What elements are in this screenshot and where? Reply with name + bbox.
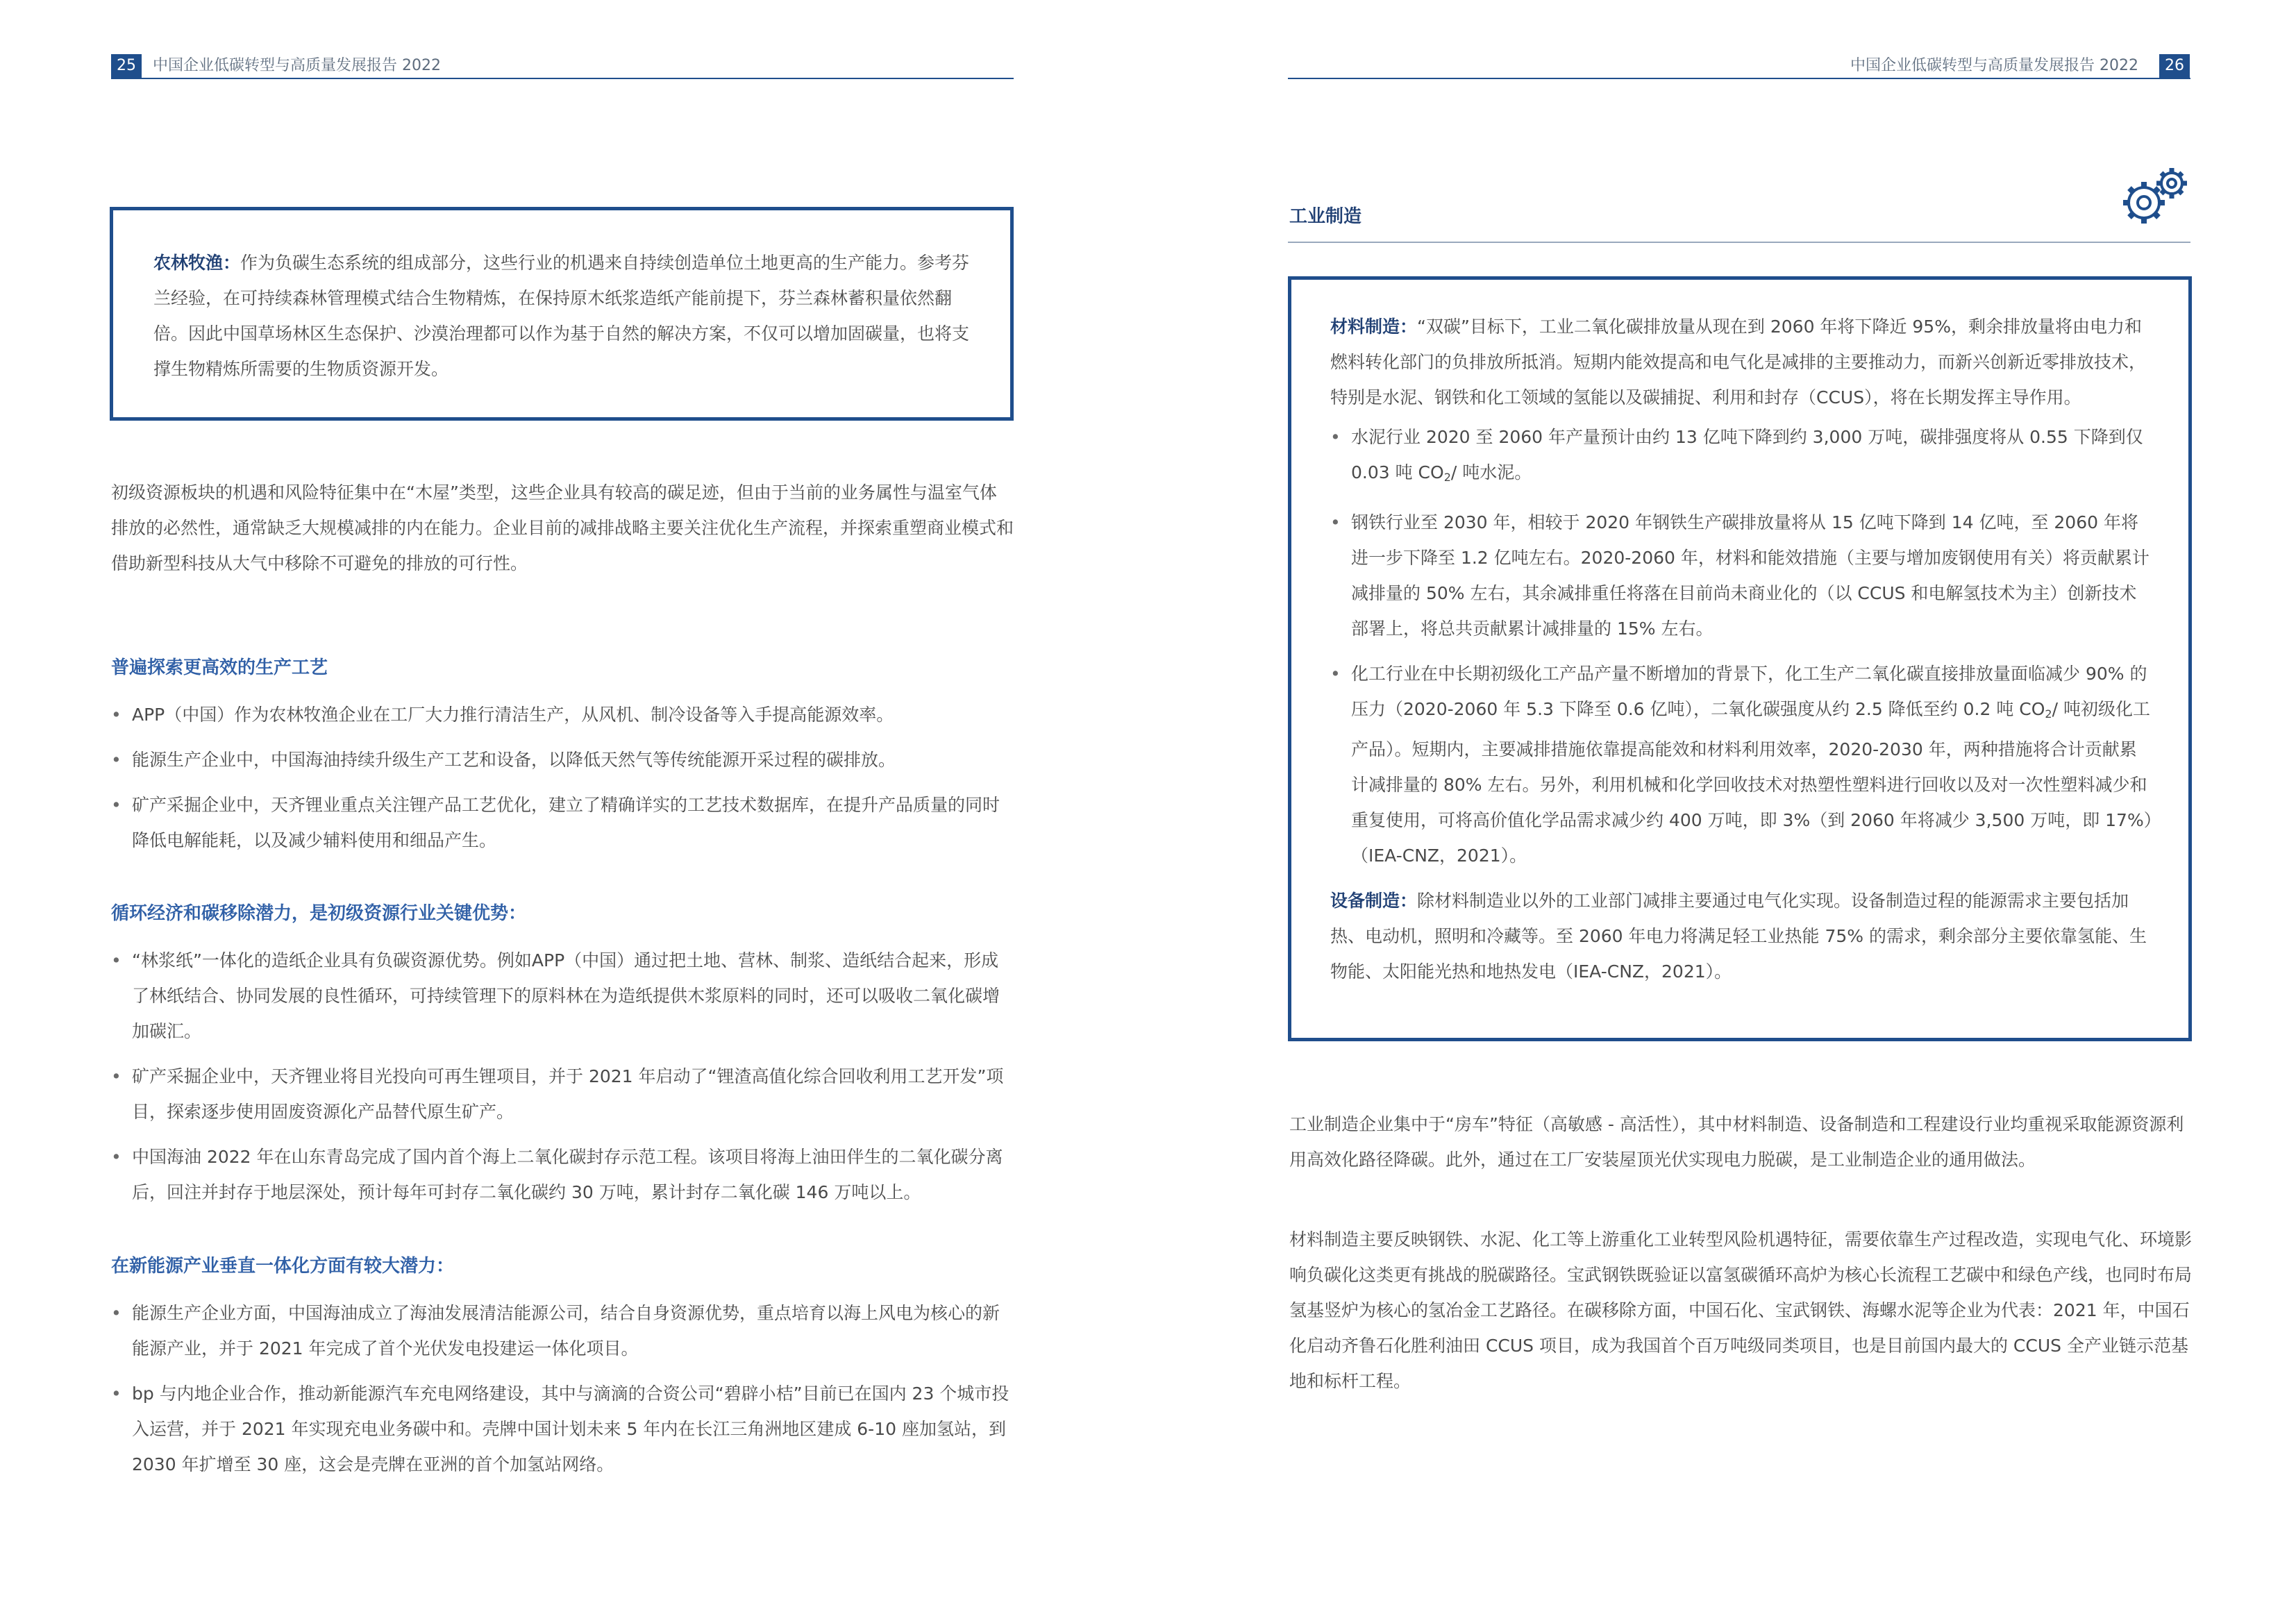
list-item: • 矿产采掘企业中，天齐锂业将目光投向可再生锂项目，并于 2021 年启动了“锂渣高值化综合回收利用工艺开发”项目，探索逐步使用固废资源化产品替代原生矿产。 [111,1059,1014,1129]
right-title-underline [1288,242,2190,243]
left-intro-paragraph: 初级资源板块的机遇和风险特征集中在“木屋”类型，这些企业具有较高的碳足迹，但由于当前的业务属性与温室气体排放的必然性，通常缺乏大规模减排的内在能力。企业目前的减排战略主要关注优化生产流程，并探索重塑商业模式和借助新型科技从大气中移除不可避免的排放的可行性。 [111,482,1014,573]
list-item: • bp 与内地企业合作，推动新能源汽车充电网络建设，其中与滴滴的合资公司“碧辟小桔”目前已在国内 23 个城市投入运营，并于 2021 年实现充电业务碳中和。壳牌中国计划未来 5 年内在长江三角洲地区建成 6-10 座加氢站，到 2030 年扩增至 30 座，这会是壳牌在亚洲的首个加氢站网络。 [111,1376,1014,1482]
list-item: • 水泥行业 2020 至 2060 年产量预计由约 13 亿吨下降到约 3,000 万吨，碳排强度将从 0.55 下降到仅 0.03 吨 $CO_2/$ 吨水泥。 [1330,419,2154,495]
agriculture-label: 农林牧渔： [153,253,241,273]
materials-list [1330,419,2154,873]
left-section-2-list [111,943,1014,1220]
list-item: • 化工行业在中长期初级化工产品产量不断增加的背景下，化工生产二氧化碳直接排放量面临减少 90% 的压力（2020-2060 年 5.3 下降至 0.6 亿吨），二氧化碳强度从约 2.5 降低至约 0.2 吨 $CO_2/$ 吨初级化工产品）。短期内，主要减排措施依靠提高能效和材料利用效率，2020-2030 年，两种措施将合计贡献累计减排量的 80% 左右。另外，利用机械和化学回收技术对热塑性塑料进行回收以及对一次性塑料减少和重复使用，可将高价值化学品需求减少约 400 万吨，即 3%（到 2060 年将减少 3,500 万吨，即 17%）（IEA-CNZ，2021）。 [1330,656,2154,873]
manufacturing-box [1288,276,2192,1041]
list-item: • APP（中国）作为农林牧渔企业在工厂大力推行清洁生产，从风机、制冷设备等入手提高能源效率。 [111,697,1014,732]
manufacturing-box-content [1330,309,2154,989]
agriculture-box-text [153,245,973,387]
left-page-number: 25 [111,54,142,78]
left-header-divider [111,78,1014,79]
left-section-heading-2: 循环经济和碳移除潜力，是初级资源行业关键优势： [111,903,527,924]
right-header-divider [1288,78,2190,79]
materials-label: 材料制造： [1330,317,1418,337]
left-header-title: 中国企业低碳转型与高质量发展报告 2022 [153,57,441,74]
materials-paragraph [1330,309,2154,415]
right-paragraph-2: 材料制造主要反映钢铁、水泥、化工等上游重化工业转型风险机遇特征，需要依靠生产过程改造，实现电气化、环境影响负碳化这类更有挑战的脱碳路径。宝武钢铁既验证以富氢碳循环高炉为核心长流程工艺碳中和绿色产线，也同时布局氢基竖炉为核心的氢冶金工艺路径。在碳移除方面，中国石化、宝武钢铁、海螺水泥等企业为代表：2021 年，中国石化启动齐鲁石化胜利油田 CCUS 项目，成为我国首个百万吨级同类项目，也是目前国内最大的 CCUS 全产业链示范基地和标杆工程。 [1289,1229,2193,1391]
list-item: • 能源生产企业方面，中国海油成立了海油发展清洁能源公司，结合自身资源优势，重点培育以海上风电为核心的新能源产业，并于 2021 年完成了首个光伏发电投建运一体化项目。 [111,1295,1014,1366]
list-item: • 矿产采掘企业中，天齐锂业重点关注锂产品工艺优化，建立了精确详实的工艺技术数据库，在提升产品质量的同时降低电解能耗，以及减少辅料使用和细品产生。 [111,787,1014,858]
equipment-paragraph [1330,883,2154,989]
right-paragraph-1: 工业制造企业集中于“房车”特征（高敏感 - 高活性），其中材料制造、设备制造和工程建设行业均重视采取能源资源利用高效化路径降碳。此外，通过在工厂安装屋顶光伏实现电力脱碳，是工业制造企业的通用做法。 [1289,1114,2184,1170]
right-page-number: 26 [2159,54,2190,78]
right-section-title: 工业制造 [1289,206,1362,227]
equipment-label: 设备制造： [1330,891,1418,911]
materials-body: “双碳”目标下，工业二氧化碳排放量从现在到 2060 年将下降近 95%，剩余排放量将由电力和燃料转化部门的负排放所抵消。短期内能效提高和电气化是减排的主要推动力，而新兴创新近零排放技术，特别是水泥、钢铁和化工领域的氢能以及碳捕捉、利用和封存（CCUS），将在长期发挥主导作用。 [1330,317,2147,407]
left-section-1-list [111,697,1014,868]
left-section-heading-3: 在新能源产业垂直一体化方面有较大潜力： [111,1256,455,1277]
gears-icon [2116,164,2193,230]
agriculture-body: 作为负碳生态系统的组成部分，这些行业的机遇来自持续创造单位土地更高的生产能力。参考芬兰经验，在可持续森林管理模式结合生物精炼，在保持原木纸浆造纸产能前提下，芬兰森林蓄积量依然翻倍。因此中国草场林区生态保护、沙漠治理都可以作为基于自然的解决方案，不仅可以增加固碳量，也将支撑生物精炼所需要的生物质资源开发。 [153,253,970,379]
list-item: • 中国海油 2022 年在山东青岛完成了国内首个海上二氧化碳封存示范工程。该项目将海上油田伴生的二氧化碳分离后，回注并封存于地层深处，预计每年可封存二氧化碳约 30 万吨，累计封存二氧化碳 146 万吨以上。 [111,1139,1014,1210]
list-item: • 能源生产企业中，中国海油持续升级生产工艺和设备，以降低天然气等传统能源开采过程的碳排放。 [111,742,1014,777]
agriculture-box [110,207,1014,421]
list-item: • 钢铁行业至 2030 年，相较于 2020 年钢铁生产碳排放量将从 15 亿吨下降到 14 亿吨，至 2060 年将进一步下降至 1.2 亿吨左右。2020-2060 年，材料和能效措施（主要与增加废钢使用有关）将贡献累计减排量的 50% 左右，其余减排重任将落在目前尚未商业化的（以 CCUS 和电解氢技术为主）创新技术部署上，将总共贡献累计减排量的 15% 左右。 [1330,505,2154,646]
left-section-heading-1: 普遍探索更高效的生产工艺 [111,657,328,678]
equipment-body: 除材料制造业以外的工业部门减排主要通过电气化实现。设备制造过程的能源需求主要包括加热、电动机，照明和冷藏等。至 2060 年电力将满足轻工业热能 75% 的需求，剩余部分主要依靠氢能、生物能、太阳能光热和地热发电（IEA-CNZ，2021）。 [1330,891,2147,982]
list-item: • “林浆纸”一体化的造纸企业具有负碳资源优势。例如APP（中国）通过把土地、营林、制浆、造纸结合起来，形成了林纸结合、协同发展的良性循环，可持续管理下的原料林在为造纸提供木浆原料的同时，还可以吸收二氧化碳增加碳汇。 [111,943,1014,1049]
left-section-3-list [111,1295,1014,1492]
right-header-title: 中国企业低碳转型与高质量发展报告 2022 [1850,57,2138,74]
